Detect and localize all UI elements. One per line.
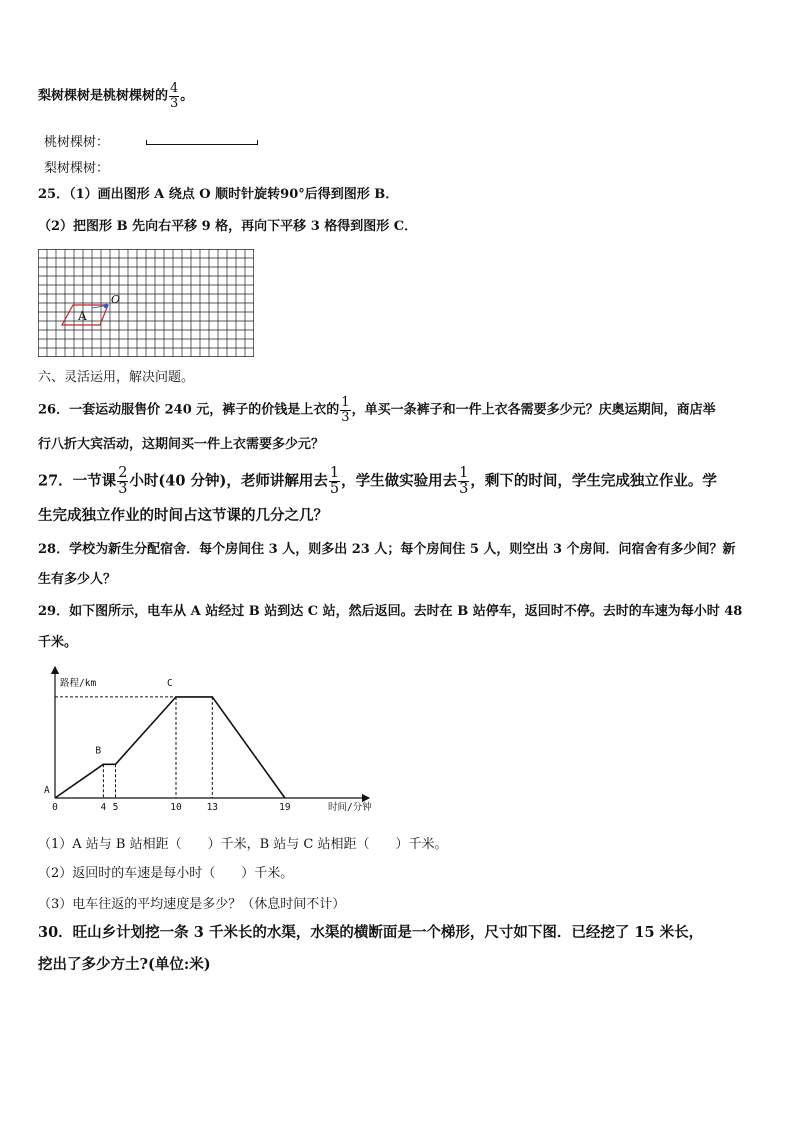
x-tick-label: 0 — [52, 802, 58, 813]
q24-text: 梨树棵树是桃树棵树的 — [38, 88, 169, 104]
shape-a-label: A — [78, 309, 87, 323]
q27-line2: 生完成独立作业的时间占这节课的几分之几？ — [38, 507, 328, 524]
q25-line2: （2）把图形 B 先向右平移 9 格，再向下平移 3 格得到图形 C． — [38, 219, 418, 234]
x-tick-label: 10 — [170, 802, 182, 813]
q26-fraction — [340, 396, 350, 424]
q26-text-a: 26．一套运动服售价 240 元，裤子的价钱是上衣的 — [38, 402, 340, 418]
q27-text-b: 小时(40 分钟)，老师讲解用去 — [129, 472, 328, 490]
fraction-denominator: 3 — [118, 481, 128, 498]
point-o-label: O — [111, 293, 121, 306]
fraction-numerator: 1 — [459, 465, 469, 481]
q29-distance-time-chart — [38, 662, 378, 817]
q29-sub1: （1）A 站与 B 站相距（ ）千米，B 站与 C 站相距（ ）千米。 — [38, 837, 448, 852]
q29-sub3: （3）电车往返的平均速度是多少？（休息时间不计） — [38, 897, 346, 912]
q27-text-d: ，剩下的时间，学生完成独立作业。学 — [470, 472, 717, 490]
x-tick-label: 13 — [206, 802, 219, 813]
fraction-denominator: 3 — [459, 481, 469, 498]
q24-fraction — [169, 82, 179, 110]
q30-line2: 挖出了多少方土?(单位:米) — [38, 956, 211, 973]
pear-label: 梨树棵树： — [44, 161, 110, 176]
x-tick-label: 5 — [112, 802, 119, 813]
y-axis-label: 路程/km — [60, 678, 97, 689]
fraction-numerator: 2 — [118, 465, 128, 481]
fraction-numerator: 4 — [170, 81, 179, 96]
q29-line2: 千米。 — [38, 635, 78, 650]
x-tick-label: 19 — [279, 802, 291, 813]
section-six-heading: 六、灵活运用，解决问题。 — [38, 370, 195, 385]
q24-suffix: 。 — [180, 88, 194, 104]
peach-answer-blank[interactable] — [146, 140, 258, 145]
q25-line1: 25．（1）画出图形 A 绕点 O 顺时针旋转90°后得到图形 B． — [38, 187, 399, 202]
point-label-a: A — [44, 785, 50, 796]
q27-fraction-3 — [458, 466, 469, 497]
fraction-denominator: 5 — [329, 481, 340, 498]
peach-label: 桃树棵树： — [44, 135, 110, 150]
q29-line1: 29．如下图所示，电车从 A 站经过 B 站到达 C 站，然后返回。去时在 B 站停车，返回时不停。去时的车速为每小时 48 — [38, 604, 743, 619]
point-label-c: C — [167, 677, 173, 689]
x-axis-label: 时间/分钟 — [328, 802, 372, 813]
x-tick-label: 4 — [100, 802, 107, 813]
q25-grid[interactable] — [38, 249, 254, 357]
fraction-denominator: 3 — [170, 95, 179, 111]
q27-line1 — [38, 466, 717, 497]
q26-line2: 行八折大宾活动，这期间买一件上衣需要多少元？ — [38, 437, 325, 452]
q27-fraction-2 — [329, 466, 340, 497]
series-line — [55, 697, 285, 798]
fraction-numerator: 1 — [329, 465, 340, 481]
fraction-denominator: 3 — [341, 409, 350, 425]
point-label-b: B — [95, 745, 102, 757]
q26-text-b: ，单买一条裤子和一件上衣各需要多少元？庆奥运期间，商店举 — [351, 402, 716, 418]
q27-fraction-1 — [117, 466, 128, 497]
q26-line1 — [38, 396, 716, 424]
q30-line1: 30．旺山乡计划挖一条 3 千米长的水渠，水渠的横断面是一个梯形，尺寸如下图．已经挖了 15 米长， — [38, 924, 704, 941]
fraction-numerator: 1 — [341, 395, 350, 410]
q28-line1: 28．学校为新生分配宿舍．每个房间住 3 人，则多出 23 人；每个房间住 5 人，则空出 3 个房间．问宿舍有多少间？新 — [38, 542, 736, 557]
q28-line2: 生有多少人？ — [38, 572, 117, 587]
q24-statement — [38, 82, 193, 110]
q27-text-a: 27．一节课 — [38, 472, 117, 490]
q29-sub2: （2）返回时的车速是每小时（ ）千米。 — [38, 866, 294, 881]
point-o — [104, 304, 109, 309]
q27-text-c: ，学生做实验用去 — [341, 472, 458, 490]
